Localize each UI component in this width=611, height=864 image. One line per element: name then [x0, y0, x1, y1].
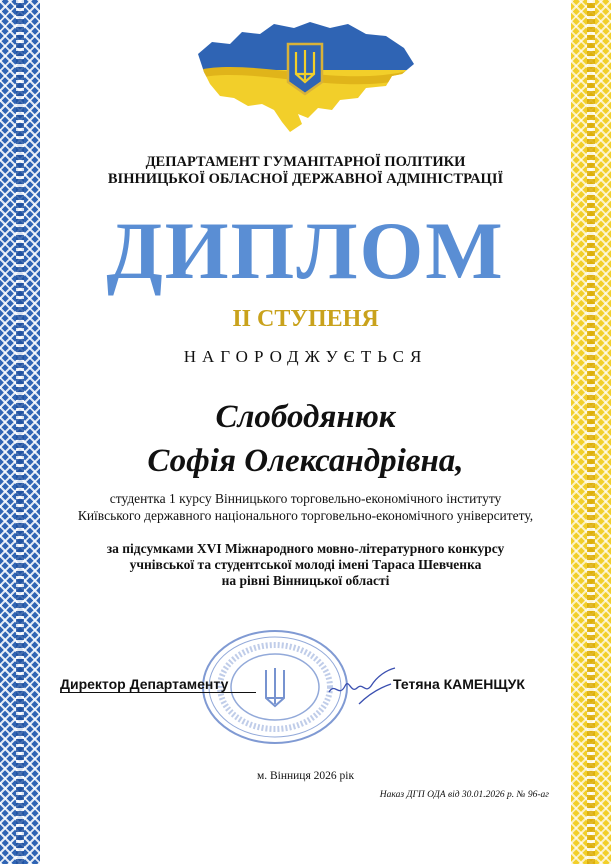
award-reason [50, 541, 561, 589]
order-reference: Наказ ДГП ОДА від 30.01.2026 р. № 96-аг [379, 790, 549, 800]
trident-emblem-icon [288, 44, 322, 94]
diploma-title: ДИПЛОМ [106, 205, 505, 296]
ukraine-map-flag-icon [190, 14, 420, 134]
right-ornament-border [571, 0, 611, 864]
diploma-degree: ІІ СТУПЕНЯ [232, 306, 379, 332]
affiliation-line-1: студентка 1 курсу Вінницького торговельно-економічного інституту [109, 491, 502, 506]
department-line-2: ВІННИЦЬКОЇ ОБЛАСНОЇ ДЕРЖАВНОЇ АДМІНІСТРАЦІЇ [107, 171, 504, 187]
handwritten-signature [325, 664, 400, 709]
reason-line-3: на рівні Вінницької області [221, 573, 390, 588]
department-header [60, 154, 551, 188]
reason-line-1: за підсумками XVI Міжнародного мовно-літературного конкурсу [106, 541, 505, 556]
recipient-affiliation [50, 490, 561, 524]
signatory-name: Тетяна КАМЕНЩУК [393, 676, 525, 692]
reason-line-2: учнівської та студентської молоді імені Тараса Шевченка [129, 557, 482, 572]
signatory-position: Директор Департаменту [60, 676, 256, 693]
city-year: м. Вінниця 2026 рік [256, 770, 355, 782]
recipient-surname: Слободянюк [215, 399, 396, 435]
department-line-1: ДЕПАРТАМЕНТ ГУМАНІТАРНОЇ ПОЛІТИКИ [145, 154, 466, 170]
recipient-given-names: Софія Олександрівна, [147, 443, 464, 479]
awarded-label: НАГОРОДЖУЄТЬСЯ [183, 347, 428, 366]
affiliation-line-2: Київського державного національного торговельно-економічного університету, [77, 508, 534, 523]
recipient-name [60, 395, 551, 483]
left-ornament-border [0, 0, 40, 864]
